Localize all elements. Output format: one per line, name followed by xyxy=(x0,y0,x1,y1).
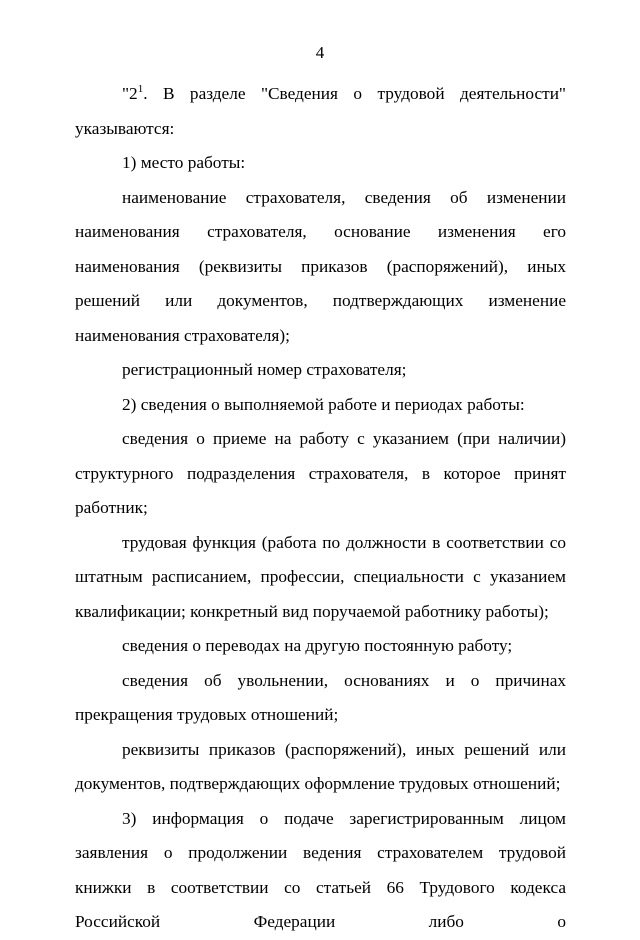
section-title-text: . В разделе "Сведения о трудовой деятельности" указываются: xyxy=(75,84,566,138)
paragraph-transfers: сведения о переводах на другую постоянную работу; xyxy=(122,636,513,655)
paragraph-order-details: реквизиты приказов (распоряжений), иных решений или документов, подтверждающих оформление трудовых отношений; xyxy=(75,739,566,793)
paragraph-section-title xyxy=(75,77,566,146)
paragraph-item-1: 1) место работы: xyxy=(122,153,246,172)
document-body xyxy=(75,77,566,940)
paragraph-item-2: 2) сведения о выполняемой работе и периодах работы: xyxy=(122,394,525,414)
paragraph-dismissal: сведения об увольнении, основаниях и о причинах прекращения трудовых отношений; xyxy=(75,670,566,724)
paragraph-insurer-name: наименование страхователя, сведения об изменении наименования страхователя, основание изменения его наименования (реквизиты приказов (распоряжений), иных решений или документов, подтверждающих изменение наименования страхователя); xyxy=(75,187,566,345)
item-number: "2 xyxy=(122,84,138,103)
paragraph-registration-number: регистрационный номер страхователя; xyxy=(122,360,407,379)
paragraph-item-3: 3) информация о подаче зарегистрированным лицом заявления о продолжении ведения страхователем трудовой книжки в соответствии со статьей 66 Трудового кодекса Российской Федерации либо о xyxy=(75,808,566,931)
paragraph-labor-function: трудовая функция (работа по должности в соответствии со штатным расписанием, профессии, специальности с указанием квалификации; конкретный вид поручаемой работнику работы); xyxy=(75,532,566,621)
superscript-index: 1 xyxy=(137,83,144,96)
page-number: 4 xyxy=(315,43,325,62)
paragraph-hiring-info: сведения о приеме на работу с указанием (при наличии) структурного подразделения страхователя, в которое принят работник; xyxy=(75,429,566,517)
